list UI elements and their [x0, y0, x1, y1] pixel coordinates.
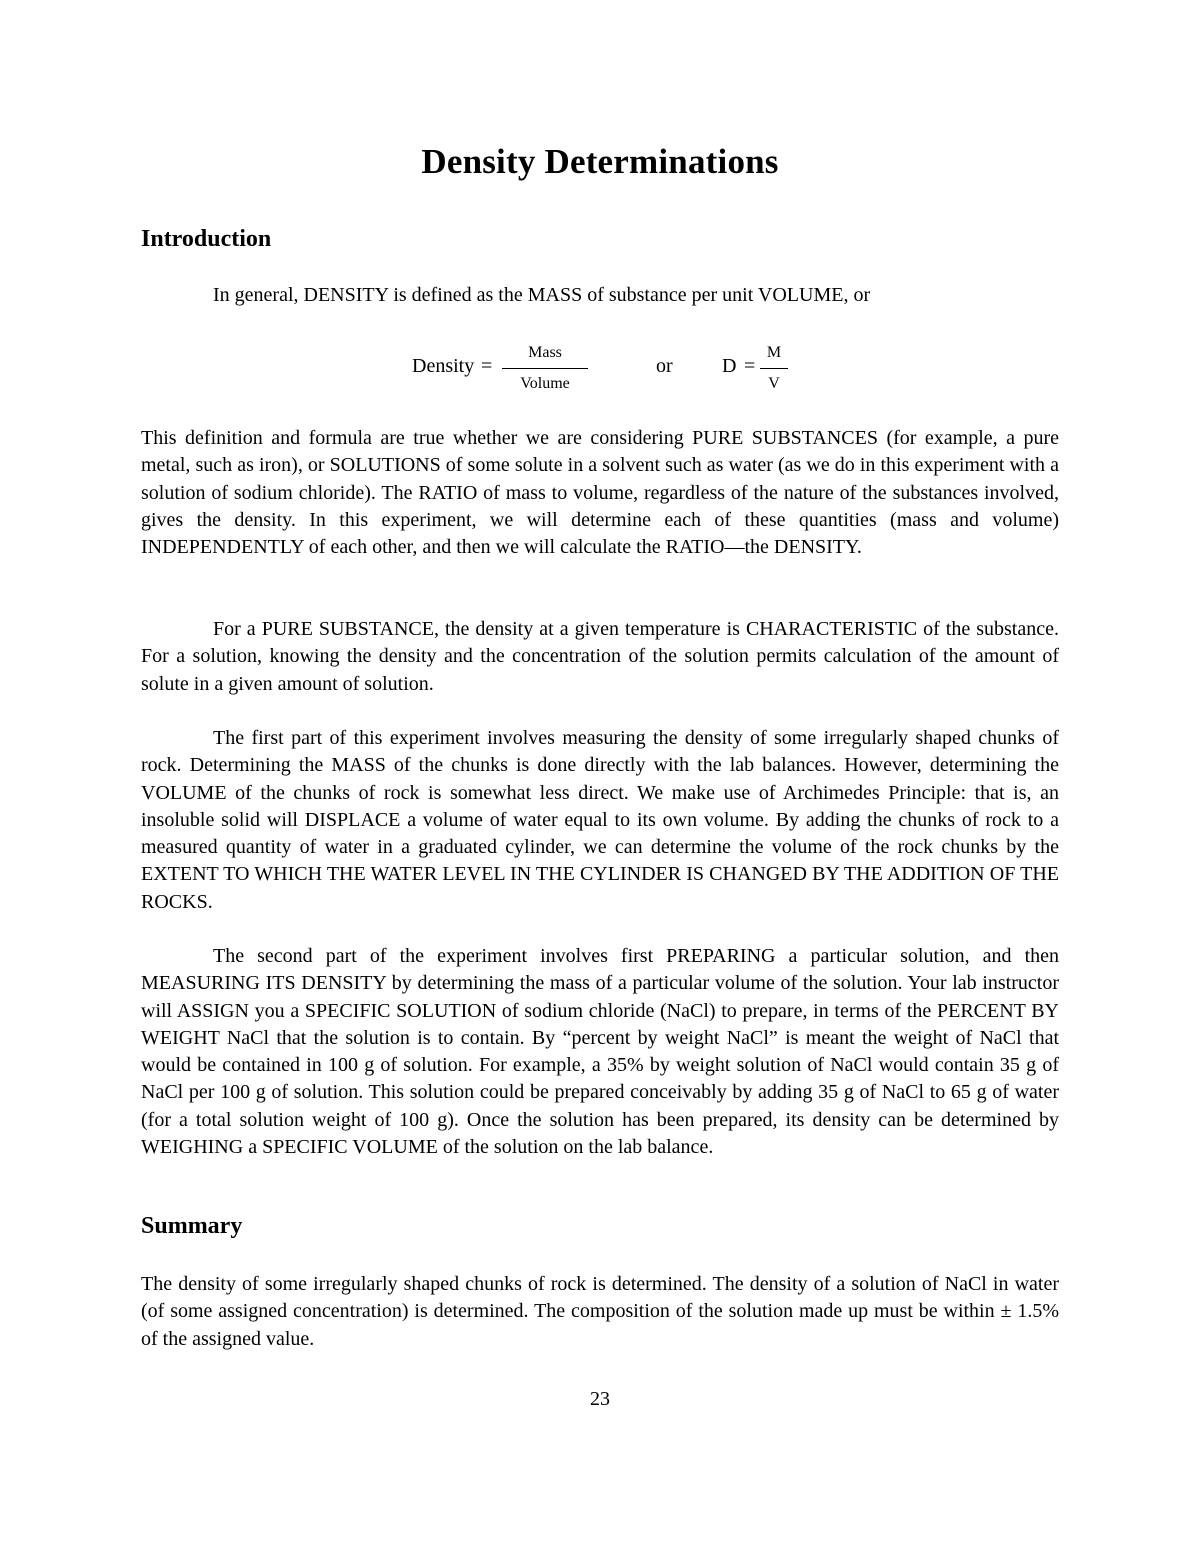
intro-lead-sentence: In general, DENSITY is defined as the MASS of substance per unit VOLUME, or: [213, 284, 871, 306]
formula-mass-over-volume: [502, 340, 588, 397]
paragraph-definition: This definition and formula are true whether we are considering PURE SUBSTANCES (for example, a pure metal, such as iron), or SOLUTIONS of some solute in a solvent such as water (as we do in this experiment with a solution of sodium chloride). The RATIO of mass to volume, regardless of the nature of the substances involved, gives the density. In this experiment, we will determine each of these quantities (mass and volume) INDEPENDENTLY of each other, and then we will calculate the RATIO—the DENSITY.: [141, 427, 1059, 559]
fraction-bar: [760, 368, 788, 369]
paragraph-part-one: The first part of this experiment involves measuring the density of some irregularly shaped chunks of rock. Determining the MASS of the chunks is done directly with the lab balances. However, determining the VOLUME of the chunks of rock is somewhat less direct. We make use of Archimedes Principle: that is, an insoluble solid will DISPLACE a volume of water equal to its own volume. By adding the chunks of rock to a measured quantity of water in a graduated cylinder, we can determine the volume of the rock chunks by the EXTENT TO WHICH THE WATER LEVEL IN THE CYLINDER IS CHANGED BY THE ADDITION OF THE ROCKS.: [141, 727, 1059, 913]
formula-numerator-m: M: [766, 344, 782, 361]
page-title: Density Determinations: [421, 142, 779, 181]
formula-denominator-v: V: [768, 375, 780, 392]
paragraph-part-two: The second part of the experiment involves first PREPARING a particular solution, and then MEASURING ITS DENSITY by determining the mass of a particular volume of the solution. Your lab instructor will ASSIGN you a SPECIFIC SOLUTION of sodium chloride (NaCl) to prepare, in terms of the PERCENT BY WEIGHT NaCl that the solution is to contain. By “percent by weight NaCl” is meant the weight of NaCl that would be contained in 100 g of solution. For example, a 35% by weight solution of NaCl would contain 35 g of NaCl per 100 g of solution. This solution could be prepared conceivably by adding 35 g of NaCl to 65 g of water (for a total solution weight of 100 g). Once the solution has been prepared, its density can be determined by WEIGHING a SPECIFIC VOLUME of the solution on the lab balance.: [141, 945, 1059, 1159]
formula-d-label: D: [722, 355, 737, 377]
introduction-heading: Introduction: [141, 226, 272, 252]
formula-or: or: [656, 355, 673, 377]
fraction-bar: [502, 368, 588, 369]
formula-m-over-v: [760, 340, 788, 397]
paragraph-pure-substance: For a PURE SUBSTANCE, the density at a given temperature is CHARACTERISTIC of the substance. For a solution, knowing the density and the concentration of the solution permits calculation of the amount of solute in a given amount of solution.: [141, 618, 1059, 695]
page-number: 23: [590, 1388, 610, 1410]
summary-heading: Summary: [141, 1213, 243, 1239]
formula-density-label: Density: [412, 355, 475, 377]
formula-denominator-volume: Volume: [520, 375, 570, 392]
paragraph-summary: The density of some irregularly shaped chunks of rock is determined. The density of a solution of NaCl in water (of some assigned concentration) is determined. The composition of the solution made up must be within ± 1.5% of the assigned value.: [141, 1273, 1059, 1350]
formula-equals-sign-2: =: [744, 355, 756, 377]
formula-numerator-mass: Mass: [528, 344, 562, 361]
formula-equals-sign: =: [481, 355, 493, 377]
